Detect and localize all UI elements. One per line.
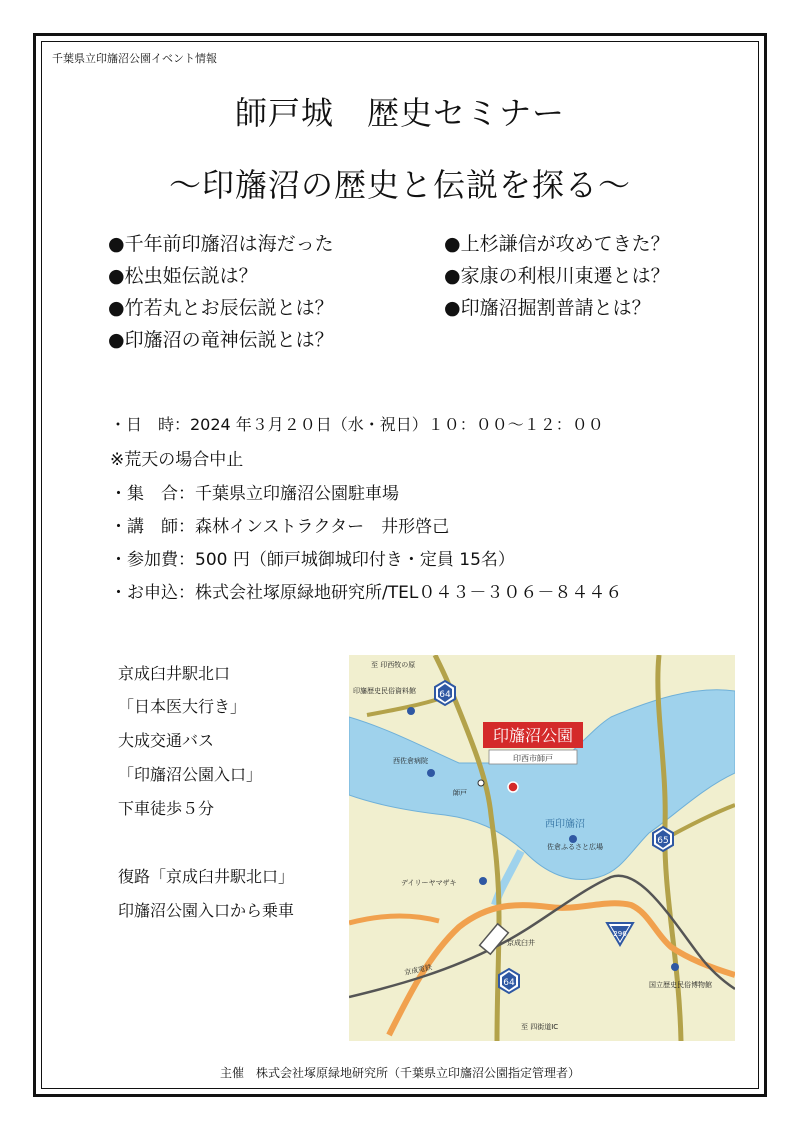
poi-marker bbox=[671, 963, 679, 971]
poi-marker bbox=[569, 835, 577, 843]
route-number: 64 bbox=[503, 978, 515, 988]
access-line: 復路「京成臼井駅北口」 bbox=[118, 867, 295, 886]
info-meeting: ・集 合：千葉県立印旛沼公園駐車場 bbox=[110, 484, 399, 504]
poi-marker bbox=[478, 780, 484, 786]
info-apply: ・お申込：株式会社塚原緑地研究所/TEL０４３－３０６－８４４６ bbox=[110, 583, 623, 603]
park-name: 印旛沼公園 bbox=[492, 726, 574, 745]
map-label: 至 四街道IC bbox=[521, 1023, 559, 1031]
map-label: 師戸 bbox=[453, 789, 467, 797]
park-marker bbox=[508, 782, 518, 792]
topic-item: ●千年前印旛沼は海だった bbox=[108, 233, 334, 255]
info-fee: ・参加費：500 円（師戸城御城印付き・定員 15名） bbox=[110, 550, 515, 570]
info-date: ・日 時：2024 年３月２０日（水・祝日）１０：００～１２：００ bbox=[110, 415, 604, 434]
topic-item: ●上杉謙信が攻めてきた？ bbox=[444, 233, 670, 255]
page-subtitle: ～印旛沼の歴史と伝説を探る～ bbox=[168, 166, 631, 204]
map-label: 至 印西牧の原 bbox=[371, 661, 416, 669]
topic-item: ●松虫姫伝説は？ bbox=[108, 265, 258, 287]
footer-organizer: 主催 株式会社塚原緑地研究所（千葉県立印旛沼公園指定管理者） bbox=[219, 1066, 580, 1080]
info-weather-note: ※荒天の場合中止 bbox=[110, 450, 244, 470]
route-number: 65 bbox=[657, 836, 669, 846]
access-line: 大成交通バス bbox=[118, 731, 215, 750]
route-sign-64-top bbox=[435, 681, 455, 705]
poi-marker bbox=[479, 877, 487, 885]
access-line: 京成臼井駅北口 bbox=[118, 664, 231, 683]
map-label: デイリーヤマザキ bbox=[401, 879, 457, 887]
map-label: 京成臼井 bbox=[507, 939, 535, 947]
route-number: 296 bbox=[613, 930, 627, 938]
topic-item: ●印旛沼の竜神伝説とは？ bbox=[108, 329, 334, 351]
access-line: 「印旛沼公園入口」 bbox=[118, 765, 263, 784]
topic-item: ●家康の利根川東遷とは？ bbox=[444, 265, 670, 287]
topic-item: ●竹若丸とお辰伝説とは？ bbox=[108, 297, 334, 319]
page-title: 師戸城 歴史セミナー bbox=[234, 94, 565, 132]
access-line: 下車徒歩５分 bbox=[118, 799, 215, 818]
poi-marker bbox=[427, 769, 435, 777]
header-label: 千葉県立印旛沼公園イベント情報 bbox=[52, 52, 217, 65]
lake-label: 西印旛沼 bbox=[545, 819, 585, 830]
route-sign-65 bbox=[653, 827, 673, 851]
access-line: 印旛沼公園入口から乗車 bbox=[118, 901, 295, 920]
map-label: 京成電鉄 bbox=[403, 963, 433, 977]
route-sign-64-bottom bbox=[499, 969, 519, 993]
map-label: 佐倉ふるさと広場 bbox=[547, 843, 603, 851]
access-line: 「日本医大行き」 bbox=[118, 697, 247, 716]
poi-marker bbox=[407, 707, 415, 715]
route-number: 64 bbox=[439, 690, 451, 700]
park-address: 印西市師戸 bbox=[513, 754, 553, 763]
topic-item: ●印旛沼掘割普請とは？ bbox=[444, 297, 651, 319]
map-label: 西佐倉病院 bbox=[393, 757, 428, 765]
access-map bbox=[349, 655, 735, 1041]
info-lecturer: ・講 師：森林インストラクター 井形啓己 bbox=[110, 517, 450, 537]
map-label: 国立歴史民俗博物館 bbox=[649, 981, 712, 989]
map-label: 印旛歴史民俗資料館 bbox=[353, 687, 416, 695]
